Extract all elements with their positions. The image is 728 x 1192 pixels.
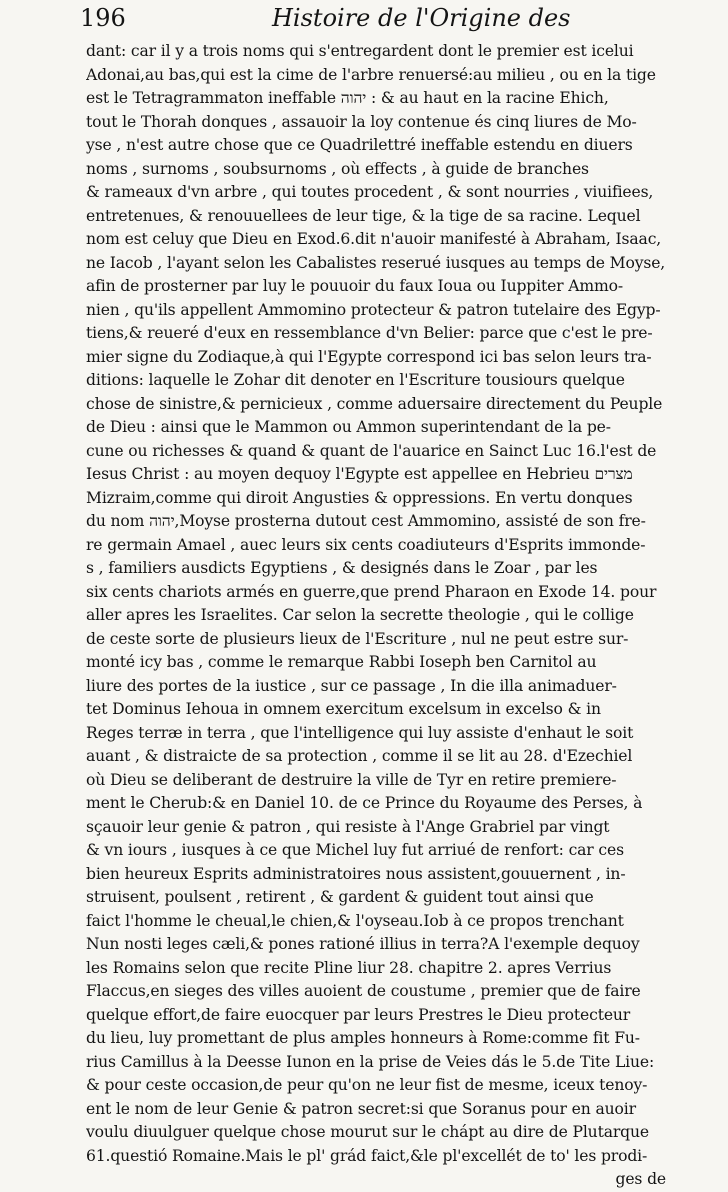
text-line: ment le Cherub:& en Daniel 10. de ce Prince du Royaume des Perses, à — [86, 794, 643, 812]
text-line: où Dieu se deliberant de destruire la ville de Tyr en retire premiere- — [86, 770, 617, 789]
text-line: les Romains selon que recite Pline liur 28. chapitre 2. apres Verrius — [86, 958, 612, 977]
text-line: & vn iours , iusques à ce que Michel luy fut arriué de renfort: car ces — [86, 841, 624, 859]
text-line: Mizraim,comme qui diroit Angusties & oppressions. En vertu donques — [86, 488, 633, 507]
text-line: & pour ceste occasion,de peur qu'on ne leur fist de mesme, iceux tenoy- — [86, 1076, 648, 1094]
text-line: afin de prosterner par luy le pouuoir du faux Ioua ou Iuppiter Ammo- — [86, 277, 624, 295]
text-line: sçauoir leur genie & patron , qui resiste à l'Ange Grabriel par vingt — [86, 817, 610, 836]
text-line: & rameaux d'vn arbre , qui toutes procedent , & sont nourries , viuifiees, — [86, 183, 654, 201]
text-line: monté icy bas , comme le remarque Rabbi Ioseph ben Carnitol au — [86, 653, 597, 671]
text-line: struisent, poulsent , retirent , & gardent & guident tout ainsi que — [86, 888, 594, 906]
text-line: 61.questió Romaine.Mais le pl' grád faict,&le pl'excellét de to' les prodi- — [86, 1146, 648, 1165]
text-line: nien , qu'ils appellent Ammomino protecteur & patron tutelaire des Egyp- — [86, 300, 661, 319]
text-line: faict l'homme le cheual,le chien,& l'oyseau.Iob à ce propos trenchant — [86, 911, 624, 930]
text-line: de ceste sorte de plusieurs lieux de l'Escriture , nul ne peut estre sur- — [86, 629, 629, 648]
text-line: six cents chariots armés en guerre,que prend Pharaon en Exode 14. pour — [86, 582, 657, 601]
running-title: Histoire de l'Origine des — [272, 4, 571, 32]
text-line: est le Tetragrammaton ineffable יהוה : & au haut en la racine Ehich, — [86, 89, 609, 107]
text-line: ent le nom de leur Genie & patron secret:si que Soranus pour en auoir — [86, 1099, 636, 1118]
text-line: ne Iacob , l'ayant selon les Cabalistes reserué iusques au temps de Moyse, — [86, 253, 666, 272]
text-line: du lieu, luy promettant de plus amples honneurs à Rome:comme fit Fu- — [86, 1029, 640, 1047]
text-line: tiens,& reueré d'eux en ressemblance d'vn Belier: parce que c'est le pre- — [86, 324, 653, 342]
text-line: Iesus Christ : au moyen dequoy l'Egypte est appellee en Hebrieu מצרים — [86, 465, 633, 483]
text-line: tout le Thorah donques , assauoir la loy contenue és cinq liures de Mo- — [86, 112, 637, 131]
text-line: entretenues, & renouuellees de leur tige, & la tige de sa racine. Lequel — [86, 206, 641, 225]
text-line: nom est celuy que Dieu en Exod.6.dit n'auoir manifesté à Abraham, Isaac, — [86, 230, 662, 248]
text-line: Reges terræ in terra , que l'intelligence qui luy assiste d'enhaut le soit — [86, 723, 634, 742]
page-number: 196 — [80, 4, 126, 32]
text-line: yse , n'est autre chose que ce Quadrilettré ineffable estendu en diuers — [86, 136, 633, 154]
text-line: dant: car il y a trois noms qui s'entregardent dont le premier est icelui — [86, 42, 634, 60]
text-line: Adonai,au bas,qui est la cime de l'arbre renuersé:au milieu , ou en la tige — [86, 65, 656, 84]
text-line: Nun nosti leges cæli,& pones rationé illius in terra?A l'exemple dequoy — [86, 935, 640, 953]
text-line: ditions: laquelle le Zohar dit denoter en l'Escriture tousiours quelque — [86, 371, 625, 389]
text-line: Flaccus,en sieges des villes auoient de coustume , premier que de faire — [86, 982, 641, 1000]
text-line: mier signe du Zodiaque,à qui l'Egypte correspond ici bas selon leurs tra- — [86, 347, 652, 366]
text-line: liure des portes de la iustice , sur ce passage , In die illa animaduer- — [86, 676, 617, 695]
text-line: cune ou richesses & quand & quant de l'auarice en Sainct Luc 16.l'est de — [86, 441, 657, 460]
text-line: voulu diuulguer quelque chose mourut sur le chápt au dire de Plutarque — [86, 1123, 649, 1141]
text-line: de Dieu : ainsi que le Mammon ou Ammon superintendant de la pe- — [86, 418, 611, 436]
text-line: aller apres les Israelites. Car selon la secrette theologie , qui le collige — [86, 606, 634, 624]
text-line: quelque effort,de faire euocquer par leurs Prestres le Dieu protecteur — [86, 1005, 631, 1024]
text-line: noms , surnoms , soubsurnoms , où effects , à guide de branches — [86, 159, 589, 178]
text-line: s , familiers ausdicts Egyptiens , & designés dans le Zoar , par les — [86, 559, 598, 577]
text-line: ges de — [615, 1170, 666, 1188]
text-line: tet Dominus Iehoua in omnem exercitum excelsum in excelso & in — [86, 700, 601, 718]
text-line: auant , & distraicte de sa protection , comme il se lit au 28. d'Ezechiel — [86, 747, 633, 765]
body-text — [86, 40, 666, 1192]
page-header — [80, 4, 680, 38]
text-line: rius Camillus à la Deesse Iunon en la prise de Veies dás le 5.de Tite Liue: — [86, 1052, 655, 1071]
text-line: du nom יהוה,Moyse prosterna dutout cest Ammomino, assisté de son fre- — [86, 512, 646, 530]
text-line: bien heureux Esprits administratoires nous assistent,gouuernent , in- — [86, 864, 626, 883]
text-line: chose de sinistre,& pernicieux , comme aduersaire directement du Peuple — [86, 394, 663, 413]
text-line: re germain Amael , auec leurs six cents coadiuteurs d'Esprits immonde- — [86, 535, 646, 554]
